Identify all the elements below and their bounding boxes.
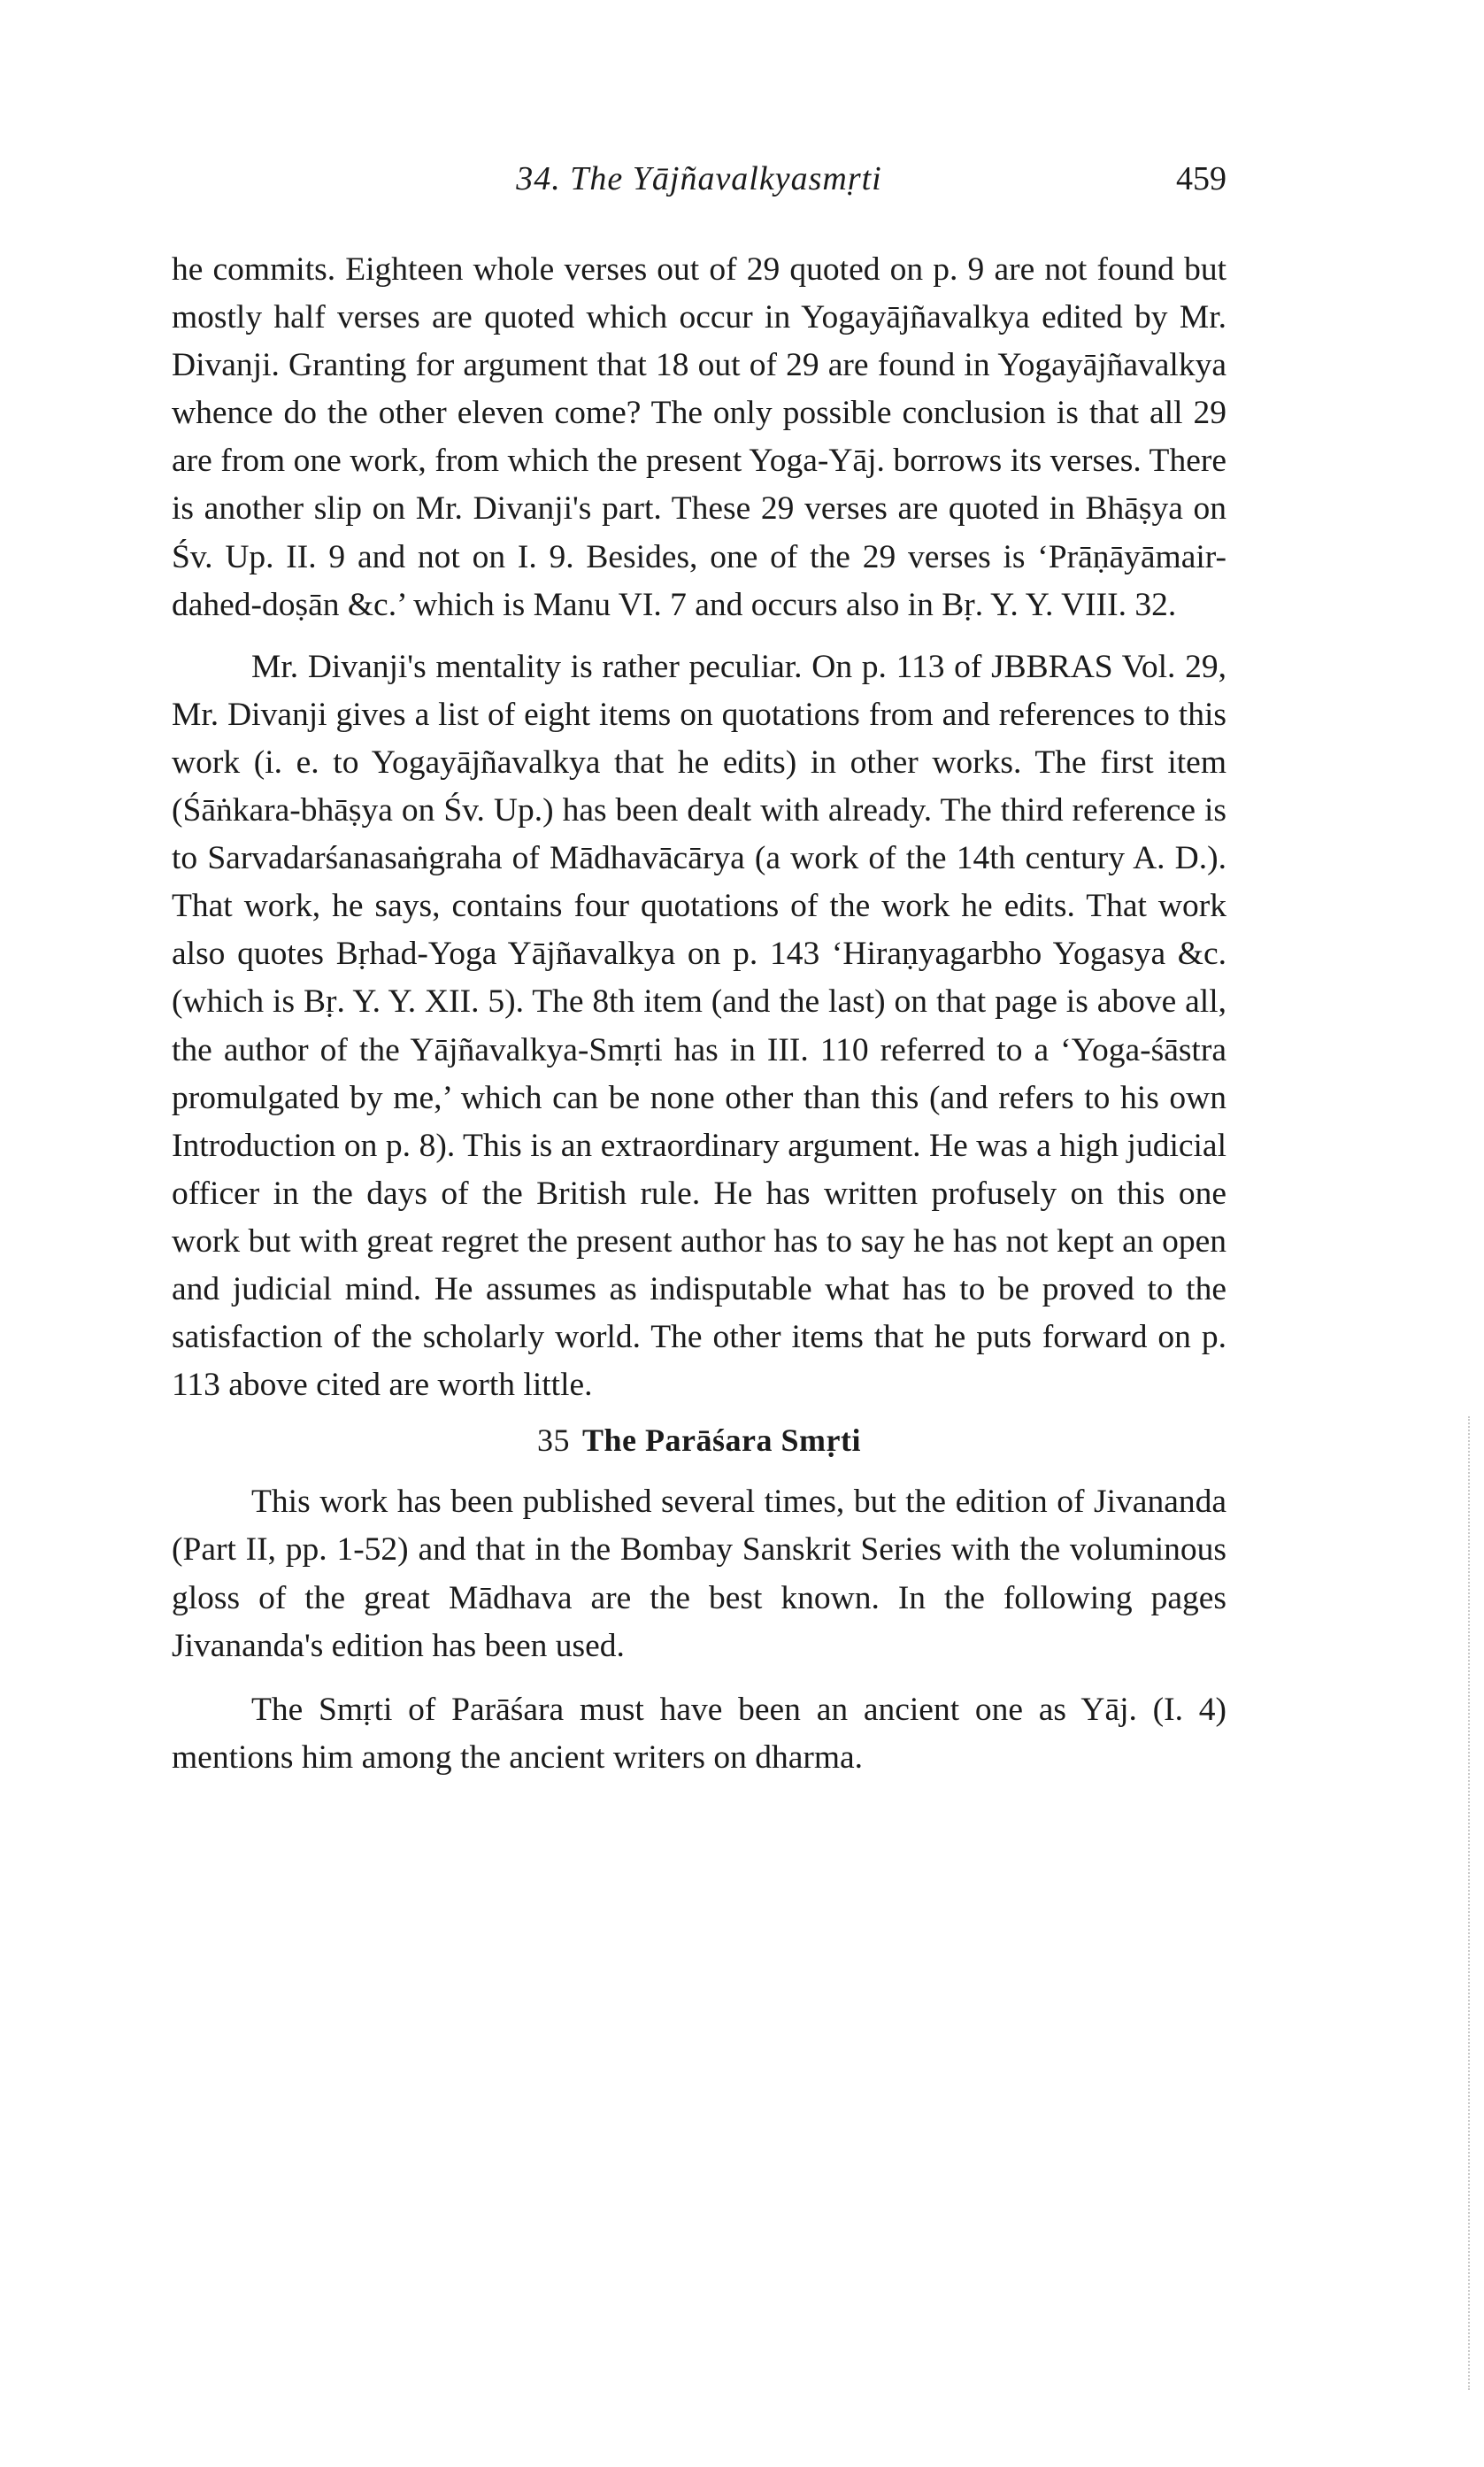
paragraph-editions: This work has been published several times, but the edition of Jivananda (Part II, pp. 1-52) and that in the Bombay Sanskrit Series with the voluminous gloss of the great Mādhava are the best known. In the following pages Jivananda's edition has been used.: [172, 1484, 1226, 1664]
paragraph-divanji-mentality: Mr. Divanji's mentality is rather peculiar. On p. 113 of JBBRAS Vol. 29, Mr. Divanji gives a list of eight items on quotations from and references to this work (i. e. to Yogayājñavalkya that he edits) in other works. The first item (Śāṅkara-bhāṣya on Śv. Up.) has been dealt with already. The third reference is to Sarvadarśanasaṅgraha of Mādhavācārya (a work of the 14th century A. D.). That work, he says, contains four quotations of the work he edits. That work also quotes Bṛhad-Yoga Yājñavalkya on p. 143 ‘Hiraṇyagarbho Yogasya &c. (which is Bṛ. Y. Y. XII. 5). The 8th item (and the last) on that page is above all, the author of the Yājñavalkya-Smṛti has in III. 110 referred to a ‘Yoga-śāstra promulgated by me,’ which can be none other than this (and refers to his own Introduction on p. 8). This is an extraordinary argument. He was a high judicial officer in the days of the British rule. He has written profusely on this one work but with great regret the present author has to say he has not kept an open and judicial mind. He assumes as indisputable what has to be proved to the satisfaction of the scholarly world. The other items that he puts forward on p. 113 above cited are worth little.: [172, 648, 1226, 1404]
paragraph-continuation: he commits. Eighteen whole verses out of 29 quoted on p. 9 are not found but mostly half verses are quoted which occur in Yogayājñavalkya edited by Mr. Divanji. Granting for argument that 18 out of 29 are found in Yogayājñavalkya whence do the other eleven come? The only possible conclusion is that all 29 are from one work, from which the present Yoga-Yāj. borrows its verses. There is another slip on Mr. Divanji's part. These 29 verses are quoted in Bhāṣya on Śv. Up. II. 9 and not on I. 9. Besides, one of the 29 verses is ‘Prāṇāyāmair-dahed-doṣān &c.’ which is Manu VI. 7 and occurs also in Bṛ. Y. Y. VIII. 32.: [172, 251, 1226, 623]
body-text: [172, 246, 1226, 1782]
section-title: The Parāśara Smṛti: [582, 1422, 861, 1459]
section-heading: [172, 1416, 1226, 1464]
page-number: 459: [1176, 160, 1226, 197]
running-head-title: 34. The Yājñavalkyasmṛti: [516, 160, 882, 197]
running-head: [172, 159, 1226, 212]
paragraph-antiquity: The Smṛti of Parāśara must have been an ancient one as Yāj. (I. 4) mentions him among the ancient writers on dharma.: [172, 1691, 1226, 1776]
section-number: 35: [537, 1422, 571, 1459]
scan-edge-mark: [1468, 1416, 1472, 2390]
